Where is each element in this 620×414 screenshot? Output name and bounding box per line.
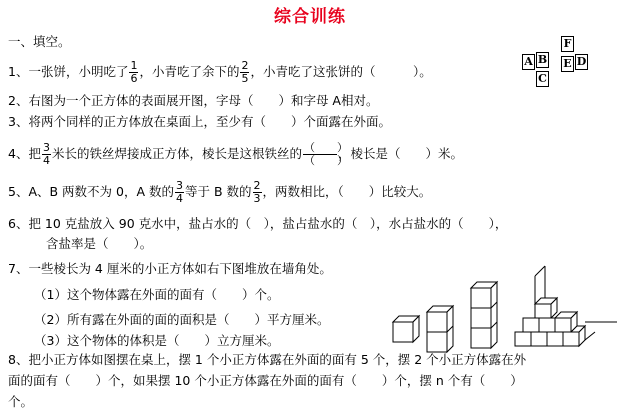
net-face-f: F (561, 36, 574, 52)
question-6-line-2: 含盐率是（ ）。 (46, 236, 153, 251)
question-7-part-1: （1）这个物体露在外面的面有（ ）个。 (34, 287, 280, 302)
fraction-three-quarters: $\frac{3}{4}$ (42, 141, 50, 167)
net-face-a: A (522, 54, 535, 70)
page-title: 综合训练 (274, 7, 346, 27)
question-2: 2、右图为一个正方体的表面展开图，字母（ ）和字母 A相对。 (8, 93, 379, 108)
cube-stacks-illustration (385, 262, 620, 352)
fraction-two-fifths: $\frac{2}{5}$ (241, 59, 249, 85)
fraction-blank: $\frac{( )}{( )}$ (303, 141, 348, 167)
net-face-d: D (576, 55, 587, 68)
fraction-three-quarters-b: $\frac{3}{4}$ (176, 179, 184, 205)
fraction-one-sixth: $\frac{1}{6}$ (130, 59, 138, 85)
question-7-part-3: （3）这个物体的体积是（ ）立方厘米。 (34, 333, 280, 348)
fraction-two-thirds: $\frac{2}{3}$ (253, 179, 261, 205)
section-heading: 一、填空。 (8, 34, 71, 49)
question-3: 3、将两个同样的正方体放在桌面上，至少有（ ）个面露在外面。 (8, 114, 391, 129)
question-6-line-1: 6、把 10 克盐放入 90 克水中，盐占水的（ ），盐占盐水的（ ），水占盐水的（ ）， (8, 216, 508, 231)
question-4: 4、把 $\frac{3}{4}$ 米长的铁丝焊接成正方体，棱长是这根铁丝的 $\frac{( )}{( )}$ ，棱长是（ ）米。 (8, 141, 463, 167)
stack-one-cube (393, 316, 419, 342)
question-8-line-1: 8、把小正方体如图摆在桌上，摆 1 个小正方体露在外面的面有 5 个，摆 2 个小正方体露在外 (8, 352, 527, 367)
stack-two-cubes (427, 306, 453, 352)
question-5: 5、A、B 两数不为 0，A 数的 $\frac{3}{4}$ 等于 B 数的 $\frac{2}{3}$ ，两数相比，（ ）比较大。 (8, 179, 432, 205)
net-face-b: B (537, 53, 548, 66)
question-8-line-2: 面的面有（ ）个，如果摆 10 个小正方体露在外面的面有（ ）个，摆 n 个有（ ） (8, 373, 523, 388)
net-face-e: E (561, 56, 574, 72)
question-7-part-2: （2）所有露在外面的面的面积是（ ）平方厘米。 (34, 312, 330, 327)
net-face-c: C (536, 71, 549, 87)
cube-net-diagram (520, 36, 600, 94)
question-7-intro: 7、一些棱长为 4 厘米的小正方体如右下图堆放在墙角处。 (8, 261, 332, 276)
stack-three-cubes (471, 282, 497, 348)
question-1: 1、一张饼，小明吃了 $\frac{1}{6}$ ，小青吃了余下的 $\frac{2}{5}$ ，小青吃了这张饼的（ ）。 (8, 59, 432, 85)
corner-stack (515, 266, 617, 346)
question-8-line-3: 个。 (8, 394, 34, 409)
